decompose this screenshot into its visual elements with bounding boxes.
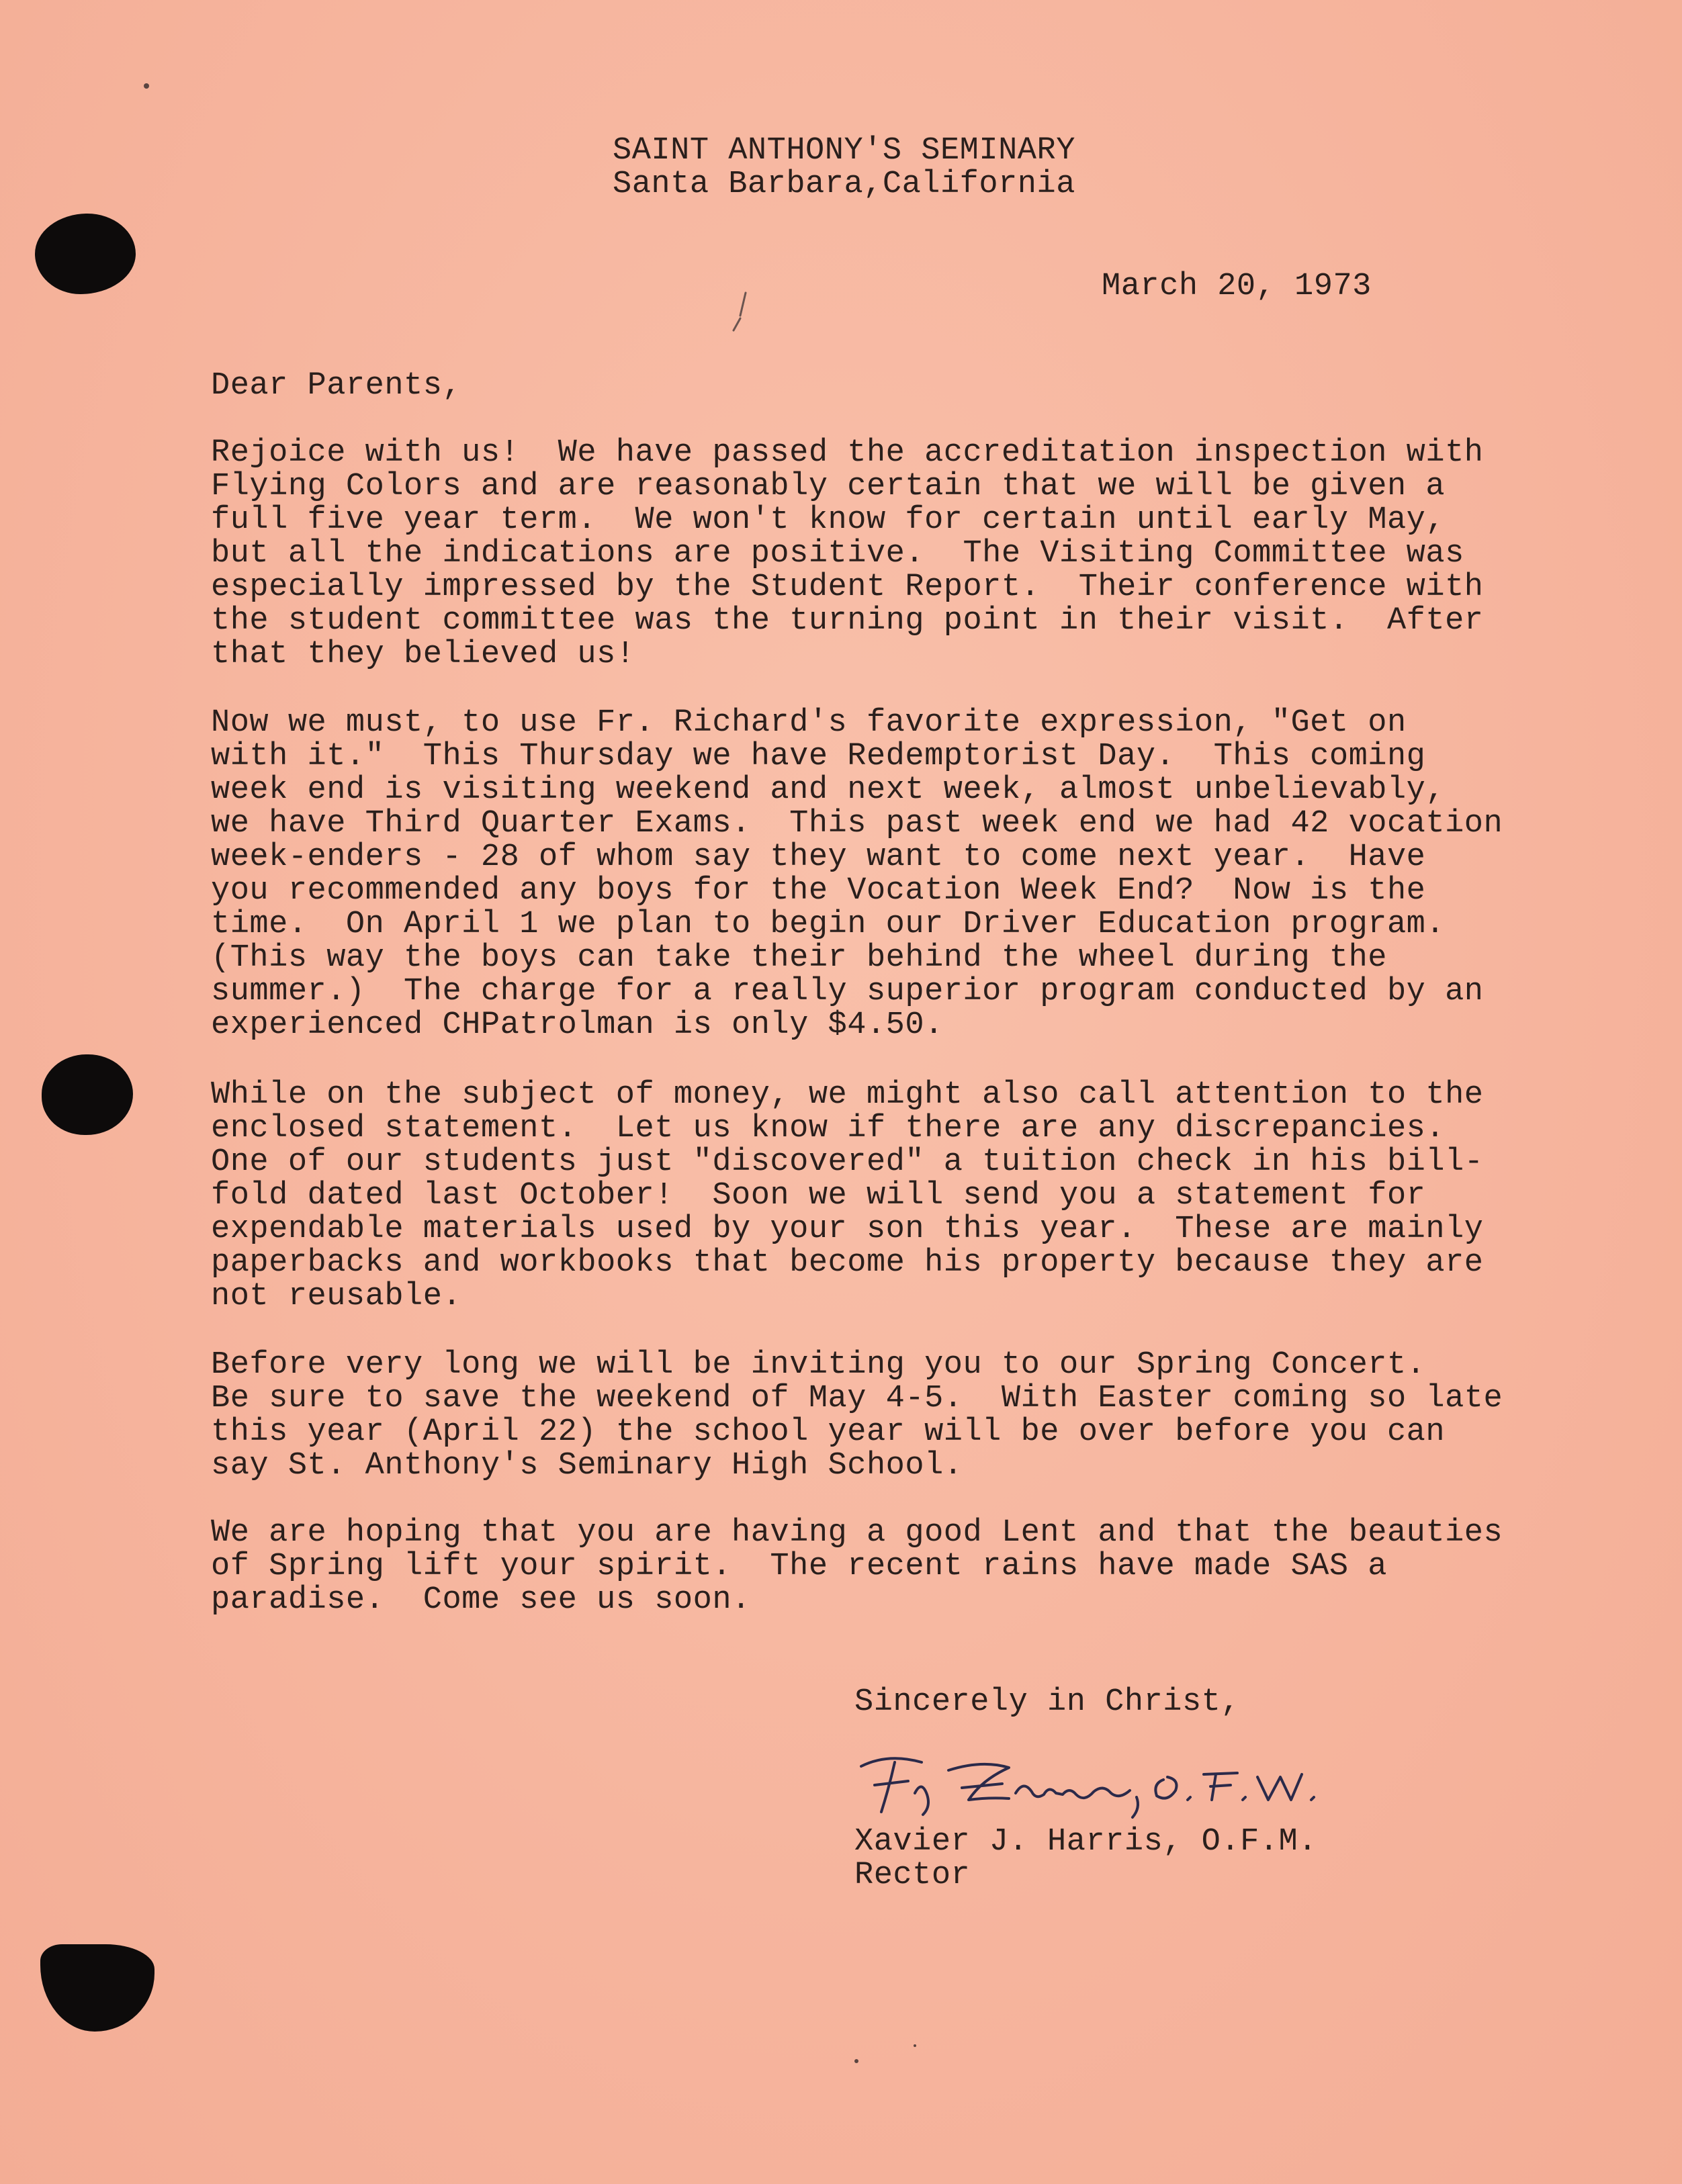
signer-name: Xavier J. Harris, O.F.M. xyxy=(854,1824,1317,1860)
paragraph-line: this year (April 22) the school year will be over before you can xyxy=(211,1414,1446,1450)
paragraph-line: say St. Anthony's Seminary High School. xyxy=(211,1448,963,1484)
signer-title: Rector xyxy=(854,1858,971,1893)
paragraph-line: experienced CHPatrolman is only $4.50. xyxy=(211,1007,944,1043)
paragraph-line: paperbacks and workbooks that become his property because they are xyxy=(211,1245,1484,1281)
pencil-mark xyxy=(725,289,752,336)
paragraph-line: Flying Colors and are reasonably certain that we will be given a xyxy=(211,469,1446,504)
paragraph-line: While on the subject of money, we might also call attention to the xyxy=(211,1077,1484,1113)
paragraph-line: Be sure to save the weekend of May 4-5. With Easter coming so late xyxy=(211,1381,1503,1416)
paragraph-line: summer.) The charge for a really superior program conducted by an xyxy=(211,974,1484,1009)
paragraph-line: week-enders - 28 of whom say they want to come next year. Have xyxy=(211,839,1426,875)
paragraph-line: that they believed us! xyxy=(211,637,635,672)
paragraph-4 xyxy=(211,1349,1503,1483)
paper-speck xyxy=(854,2059,858,2063)
paragraph-3 xyxy=(211,1079,1484,1314)
paragraph-line: (This way the boys can take their behind the wheel during the xyxy=(211,940,1387,976)
punch-hole-middle xyxy=(42,1054,133,1135)
letter-date: March 20, 1973 xyxy=(1102,269,1372,304)
paragraph-line: Rejoice with us! We have passed the accreditation inspection with xyxy=(211,435,1484,471)
paragraph-line: fold dated last October! Soon we will send you a statement for xyxy=(211,1178,1426,1214)
paragraph-line: Before very long we will be inviting you to our Spring Concert. xyxy=(211,1347,1426,1383)
paragraph-line: the student committee was the turning point in their visit. After xyxy=(211,603,1484,639)
handwritten-signature xyxy=(848,1733,1385,1820)
paragraph-line: enclosed statement. Let us know if there are any discrepancies. xyxy=(211,1111,1446,1146)
paragraph-line: not reusable. xyxy=(211,1279,462,1314)
paragraph-line: expendable materials used by your son this year. These are mainly xyxy=(211,1212,1484,1247)
paragraph-line: especially impressed by the Student Report. Their conference with xyxy=(211,570,1484,605)
paragraph-line: but all the indications are positive. The Visiting Committee was xyxy=(211,536,1464,572)
paragraph-1 xyxy=(211,437,1484,672)
letterhead-title: SAINT ANTHONY'S SEMINARY xyxy=(613,133,1075,169)
letterhead-location: Santa Barbara,California xyxy=(613,167,1075,202)
paragraph-line: we have Third Quarter Exams. This past week end we had 42 vocation xyxy=(211,806,1503,841)
paragraph-line: We are hoping that you are having a good Lent and that the beauties xyxy=(211,1515,1503,1551)
letterhead xyxy=(613,134,1075,201)
salutation: Dear Parents, xyxy=(211,368,462,404)
paragraph-line: week end is visiting weekend and next week, almost unbelievably, xyxy=(211,772,1446,808)
paragraph-line: time. On April 1 we plan to begin our Driver Education program. xyxy=(211,907,1446,942)
paragraph-line: of Spring lift your spirit. The recent rains have made SAS a xyxy=(211,1549,1387,1584)
paragraph-line: Now we must, to use Fr. Richard's favorite expression, "Get on xyxy=(211,705,1407,741)
paper-speck xyxy=(144,83,149,89)
paper-speck xyxy=(914,2044,916,2047)
paragraph-5 xyxy=(211,1516,1503,1617)
paragraph-line: One of our students just "discovered" a tuition check in his bill- xyxy=(211,1144,1484,1180)
paragraph-line: you recommended any boys for the Vocation Week End? Now is the xyxy=(211,873,1426,909)
paragraph-line: paradise. Come see us soon. xyxy=(211,1582,751,1618)
closing: Sincerely in Christ, xyxy=(854,1684,1241,1720)
paragraph-line: with it." This Thursday we have Redemptorist Day. This coming xyxy=(211,739,1426,774)
paragraph-2 xyxy=(211,707,1503,1042)
paragraph-line: full five year term. We won't know for certain until early May, xyxy=(211,502,1446,538)
